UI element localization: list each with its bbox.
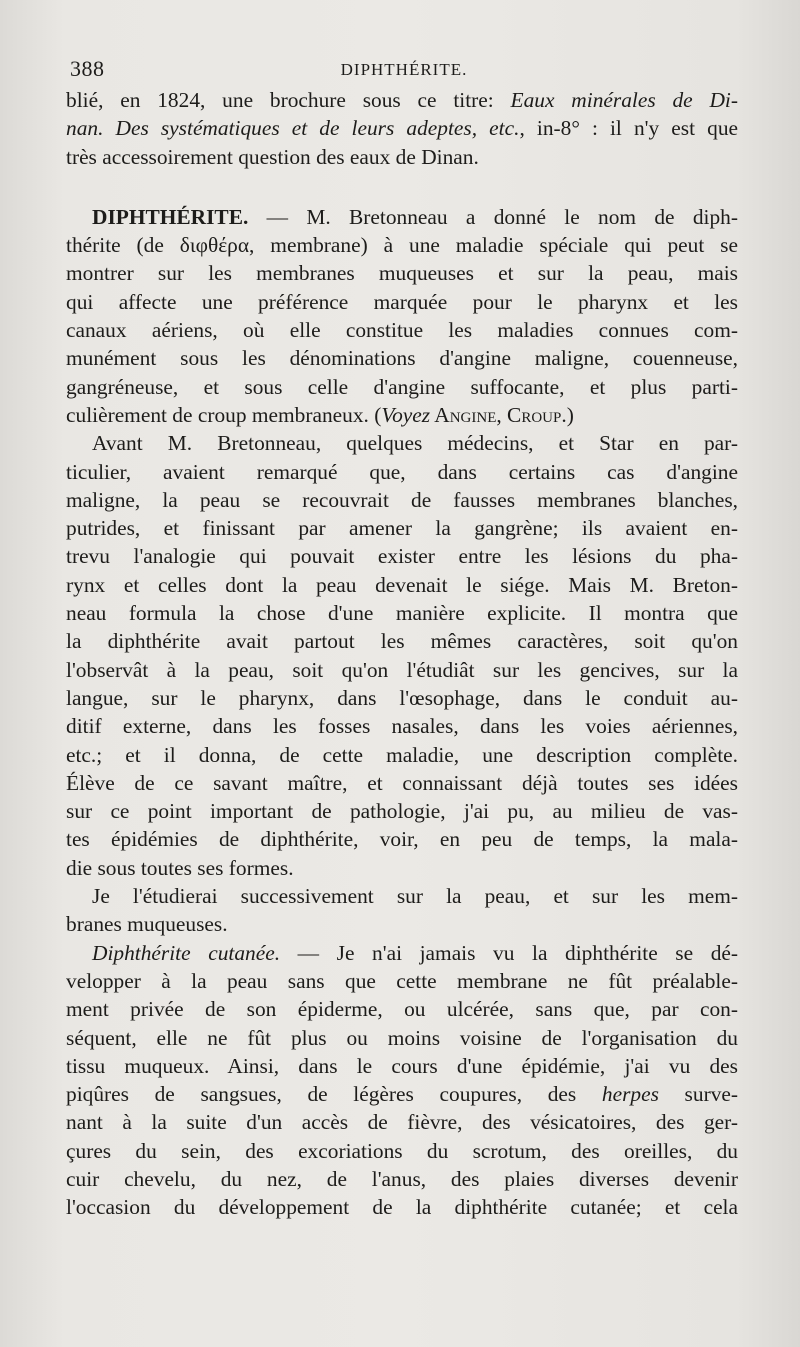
text-line: tissu muqueux. Ainsi, dans le cours d'une épidémie, j'ai vu des — [66, 1053, 738, 1078]
text-line: Élève de ce savant maître, et connaissant déjà toutes ses idées — [66, 770, 738, 795]
text-line: gangréneuse, et sous celle d'angine suffocante, et plus parti- — [66, 374, 738, 399]
text-line: etc.; et il donna, de cette maladie, une description complète. — [66, 742, 738, 767]
subsection-line: Diphthérite cutanée. — Je n'ai jamais vu la diphthérite se dé- — [92, 940, 739, 965]
text-line: thérite (de διφθέρα, membrane) à une maladie spéciale qui peut se — [66, 233, 738, 258]
text-line: la diphthérite avait partout les mêmes caractères, soit qu'on — [66, 629, 738, 654]
text-line: Je l'étudierai successivement sur la peau, et sur les mem- — [92, 884, 738, 909]
text-line: qui affecte une préférence marquée pour le pharynx et les — [66, 289, 738, 314]
page-body — [66, 86, 738, 1222]
text-line: nan. Des systématiques et de leurs adeptes, etc., in-8° : il n'y est que — [66, 116, 739, 141]
text-line: très accessoirement question des eaux de Dinan. — [66, 144, 479, 169]
text-line: trevu l'analogie qui pouvait exister entre les lésions du pha- — [66, 544, 738, 569]
text-line: séquent, elle ne fût plus ou moins voisine de l'organisation du — [66, 1025, 738, 1050]
text-line: çures du sein, des excoriations du scrotum, des oreilles, du — [66, 1138, 738, 1163]
text-line: montrer sur les membranes muqueuses et sur la peau, mais — [66, 261, 738, 286]
text-line: velopper à la peau sans que cette membrane ne fût préalable- — [66, 968, 738, 993]
article-heading-line: DIPHTHÉRITE. — M. Bretonneau a donné le nom de diph- — [92, 204, 738, 229]
text-line: cuir chevelu, du nez, de l'anus, des plaies diverses devenir — [66, 1166, 738, 1191]
text-line: l'occasion du développement de la diphthérite cutanée; et cela — [66, 1195, 738, 1220]
text-line: ticulier, avaient remarqué que, dans certains cas d'angine — [66, 459, 738, 484]
text-line: blié, en 1824, une brochure sous ce titre: Eaux minérales de Di- — [66, 88, 738, 112]
text-line: piqûres de sangsues, de légères coupures, des herpes surve- — [66, 1082, 739, 1107]
text-line: die sous toutes ses formes. — [66, 855, 294, 880]
article-heading: DIPHTHÉRITE. — [92, 204, 249, 229]
text-line: culièrement de croup membraneux. (Voyez Angine, Croup.) — [66, 402, 574, 427]
page-header — [70, 56, 738, 86]
text-line: langue, sur le pharynx, dans l'œsophage, dans le conduit au- — [66, 685, 738, 710]
text-line: canaux aériens, où elle constitue les maladies connues com- — [66, 318, 738, 343]
text-line: munément sous les dénominations d'angine maligne, couenneuse, — [66, 346, 738, 371]
cross-reference: Angine, Croup. — [430, 402, 567, 427]
text-line: nant à la suite d'un accès de fièvre, des vésicatoires, des ger- — [66, 1110, 738, 1135]
text-line: rynx et celles dont la peau devenait le siége. Mais M. Breton- — [66, 572, 738, 597]
running-head: DIPHTHÉRITE. — [340, 60, 468, 79]
text-line: tes épidémies de diphthérite, voir, en peu de temps, la mala- — [66, 827, 738, 852]
text-line: neau formula la chose d'une manière explicite. Il montra que — [66, 601, 738, 626]
text-line: ment privée de son épiderme, ou ulcérée, sans que, par con- — [66, 997, 738, 1022]
page-number: 388 — [70, 56, 105, 81]
text-line: ditif externe, dans les fosses nasales, dans les voies aériennes, — [66, 714, 738, 739]
subsection-heading: Diphthérite cutanée. — [92, 940, 281, 965]
text-line: sur ce point important de pathologie, j'ai pu, au milieu de vas- — [66, 799, 738, 824]
text-line: putrides, et finissant par amener la gangrène; ils avaient en- — [66, 516, 738, 541]
text-line: Avant M. Bretonneau, quelques médecins, et Star en par- — [92, 431, 738, 456]
text-line: l'observât à la peau, soit qu'on l'étudiât sur les gencives, sur la — [66, 657, 738, 682]
text-line: branes muqueuses. — [66, 912, 228, 937]
text-line: maligne, la peau se recouvrait de fausses membranes blanches, — [66, 487, 738, 512]
section-gap — [66, 171, 738, 203]
